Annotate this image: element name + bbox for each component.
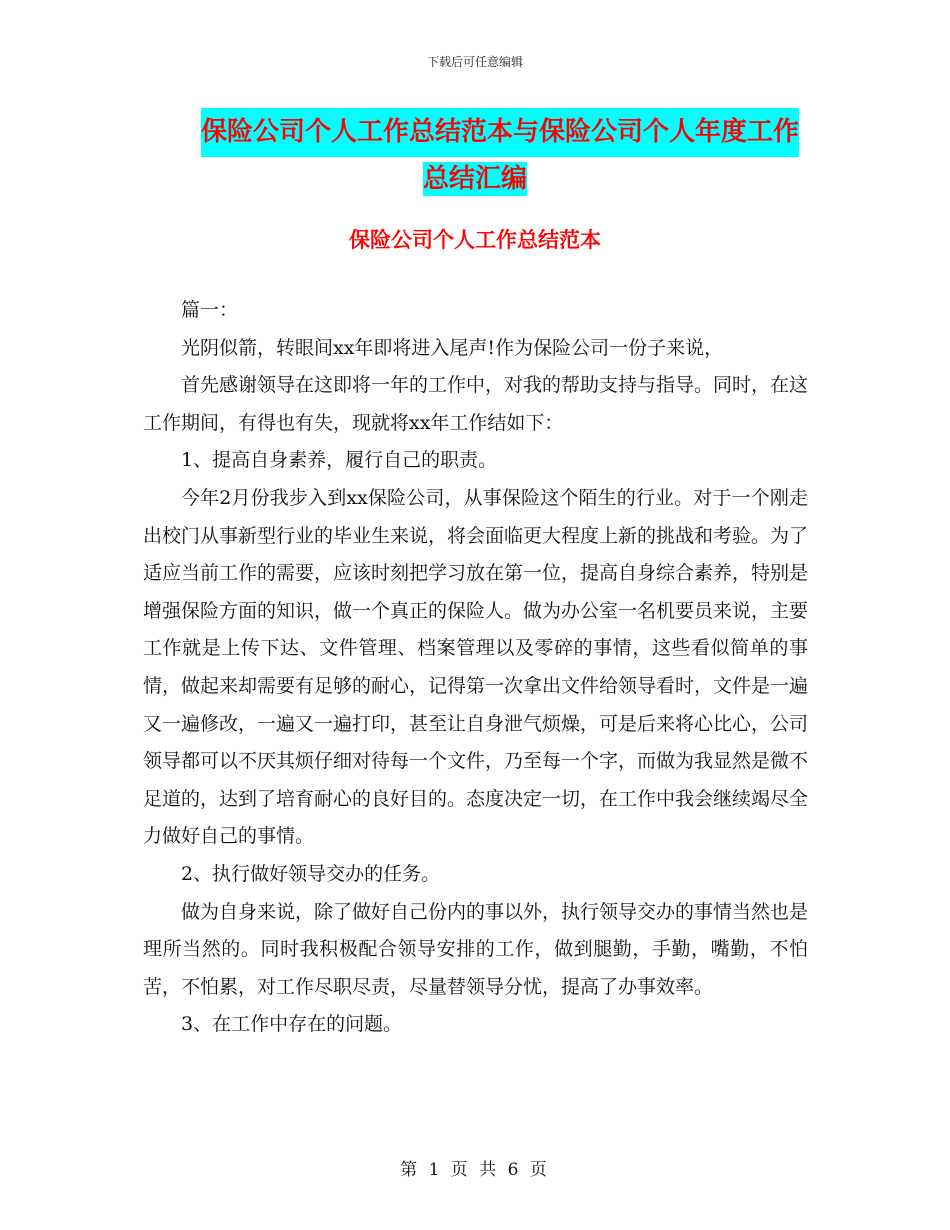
paragraph: 今年2月份我步入到xx保险公司，从事保险这个陌生的行业。对于一个刚走出校门从事新型行业的毕业生来说，将会面临更大程度上新的挑战和考验。为了适应当前工作的需要，应该时刻把学习放在第一位，提高自身综合素养，特别是增强保险方面的知识，做一个真正的保险人。做为办公室一名机要员来说，主要工作就是上传下达、文件管理、档案管理以及零碎的事情，这些看似简单的事情，做起来却需要有足够的耐心，记得第一次拿出文件给领导看时，文件是一遍又一遍修改，一遍又一遍打印，甚至让自身泄气烦燥，可是后来将心比心，公司领导都可以不厌其烦仔细对待每一个文件，乃至每一个字，而做为我显然是微不足道的，达到了培育耐心的良好目的。态度决定一切，在工作中我会继续竭尽全力做好自己的事情。	[143, 486, 809, 848]
document-title	[0, 108, 950, 202]
paragraph: 1、提高自身素养，履行自己的职责。	[181, 449, 498, 472]
paragraph: 篇一：	[181, 299, 239, 321]
section-title: 保险公司个人工作总结范本	[349, 228, 601, 252]
document-body	[143, 292, 808, 1044]
paragraph: 首先感谢领导在这即将一年的工作中，对我的帮助支持与指导。同时，在这工作期间，有得也有失，现就将xx年工作结如下：	[143, 374, 809, 434]
paragraph: 2、执行做好领导交办的任务。	[181, 862, 441, 885]
document-title-line-2: 总结汇编	[422, 164, 527, 194]
paragraph: 3、在工作中存在的问题。	[181, 1013, 403, 1036]
paragraph: 光阴似箭，转眼间xx年即将进入尾声!作为保险公司一份子来说，	[181, 336, 724, 359]
paragraph: 做为自身来说，除了做好自己份内的事以外，执行领导交办的事情当然也是理所当然的。同时我积极配合领导安排的工作，做到腿勤，手勤，嘴勤，不怕苦，不怕累，对工作尽职尽责，尽量替领导分忧，提高了办事效率。	[143, 900, 809, 998]
document-title-line-1: 保险公司个人工作总结范本与保险公司个人年度工作	[201, 108, 799, 157]
page-footer: 第 1 页 共 6 页	[400, 1160, 550, 1180]
header-note: 下载后可任意编辑	[426, 55, 523, 69]
